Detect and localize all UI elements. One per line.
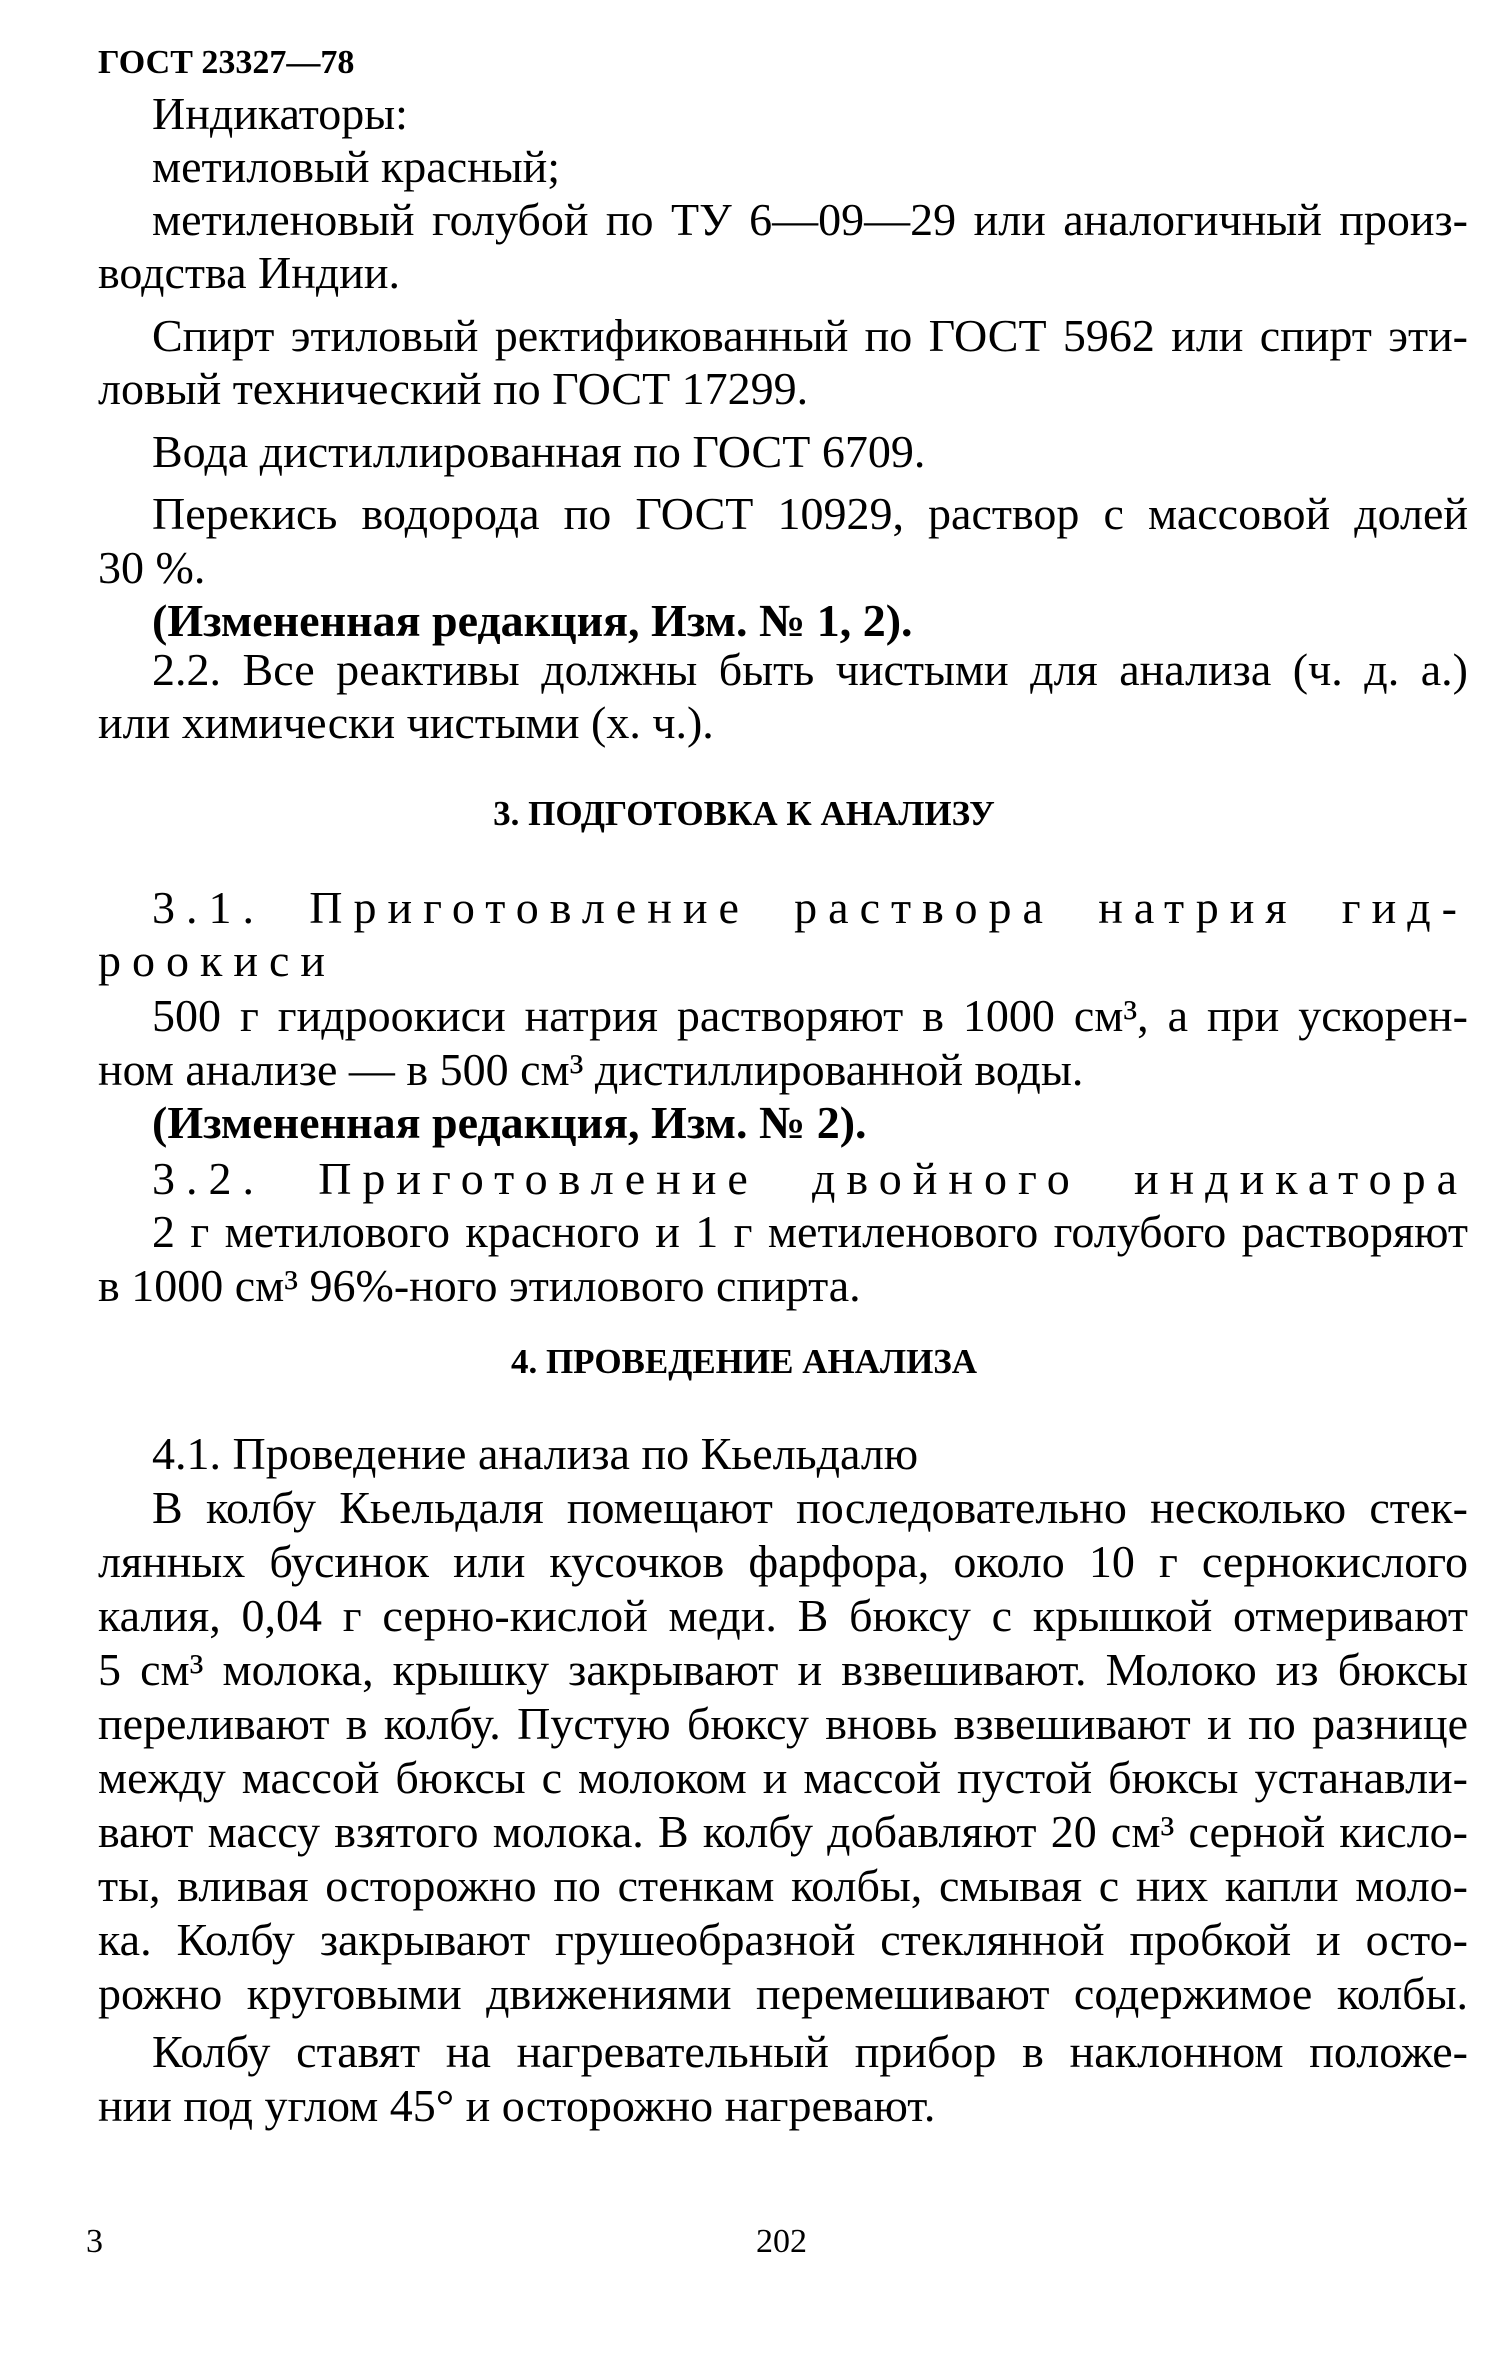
text-line: вают массу взятого молока. В колбу добавляют 20 см³ серной кисло- bbox=[98, 1806, 1468, 1857]
footer-left-number: 3 bbox=[86, 2223, 103, 2260]
text-line: рожно круговыми движениями перемешивают содержимое колбы. bbox=[98, 1968, 1468, 2019]
text-line: калия, 0,04 г серно-кислой меди. В бюксу с крышкой отмеривают bbox=[98, 1590, 1468, 1641]
text-line: 2.2. Все реактивы должны быть чистыми для анализа (ч. д. а.) bbox=[152, 644, 1468, 695]
subsection-title: 3.2. Приготовление двойного индикатора bbox=[152, 1153, 1468, 1204]
text-line: ном анализе — в 500 см³ дистиллированной воды. bbox=[98, 1044, 1084, 1095]
text-line: между массой бюксы с молоком и массой пустой бюксы устанавли- bbox=[98, 1752, 1468, 1803]
text-line: или химически чистыми (х. ч.). bbox=[98, 697, 714, 748]
text-line: нии под углом 45° и осторожно нагревают. bbox=[98, 2080, 936, 2131]
amendment-note: (Измененная редакция, Изм. № 1, 2). bbox=[152, 595, 913, 646]
subsection-title: 4.1. Проведение анализа по Кьельдалю bbox=[152, 1428, 919, 1479]
text-line: метиленовый голубой по ТУ 6—09—29 или аналогичный произ- bbox=[152, 194, 1468, 245]
text-line: Индикаторы: bbox=[152, 88, 408, 139]
text-line: ловый технический по ГОСТ 17299. bbox=[98, 363, 809, 414]
text-line: ка. Колбу закрывают грушеобразной стеклянной пробкой и осто- bbox=[98, 1914, 1468, 1965]
text-line: В колбу Кьельдаля помещают последовательно несколько стек- bbox=[152, 1482, 1468, 1533]
text-line: 30 %. bbox=[98, 542, 206, 593]
text-line: 5 см³ молока, крышку закрывают и взвешивают. Молоко из бюксы bbox=[98, 1644, 1468, 1695]
amendment-note: (Измененная редакция, Изм. № 2). bbox=[152, 1097, 867, 1148]
text-line: Вода дистиллированная по ГОСТ 6709. bbox=[152, 426, 926, 477]
text-line: Спирт этиловый ректификованный по ГОСТ 5962 или спирт эти- bbox=[152, 310, 1468, 361]
section-heading: 3. ПОДГОТОВКА К АНАЛИЗУ bbox=[493, 794, 995, 833]
text-line: в 1000 см³ 96%-ного этилового спирта. bbox=[98, 1260, 861, 1311]
text-line: Перекись водорода по ГОСТ 10929, раствор с массовой долей bbox=[152, 488, 1468, 539]
text-line: ты, вливая осторожно по стенкам колбы, смывая с них капли моло- bbox=[98, 1860, 1468, 1911]
subsection-title: роокиси bbox=[98, 935, 336, 986]
subsection-title: 3.1. Приготовление раствора натрия гид- bbox=[152, 882, 1468, 933]
text-line: Колбу ставят на нагревательный прибор в наклонном положе- bbox=[152, 2026, 1468, 2077]
text-line: метиловый красный; bbox=[152, 141, 561, 192]
text-line: переливают в колбу. Пустую бюксу вновь взвешивают и по разнице bbox=[98, 1698, 1468, 1749]
section-heading: 4. ПРОВЕДЕНИЕ АНАЛИЗА bbox=[510, 1342, 978, 1381]
text-line: 500 г гидроокиси натрия растворяют в 1000 см³, а при ускорен- bbox=[152, 990, 1468, 1041]
page-number: 202 bbox=[756, 2223, 807, 2260]
text-line: лянных бусинок или кусочков фарфора, около 10 г сернокислого bbox=[98, 1536, 1468, 1587]
text-line: 2 г метилового красного и 1 г метиленового голубого растворяют bbox=[152, 1206, 1468, 1257]
document-code-header: ГОСТ 23327—78 bbox=[98, 44, 355, 81]
text-line: водства Индии. bbox=[98, 247, 401, 298]
